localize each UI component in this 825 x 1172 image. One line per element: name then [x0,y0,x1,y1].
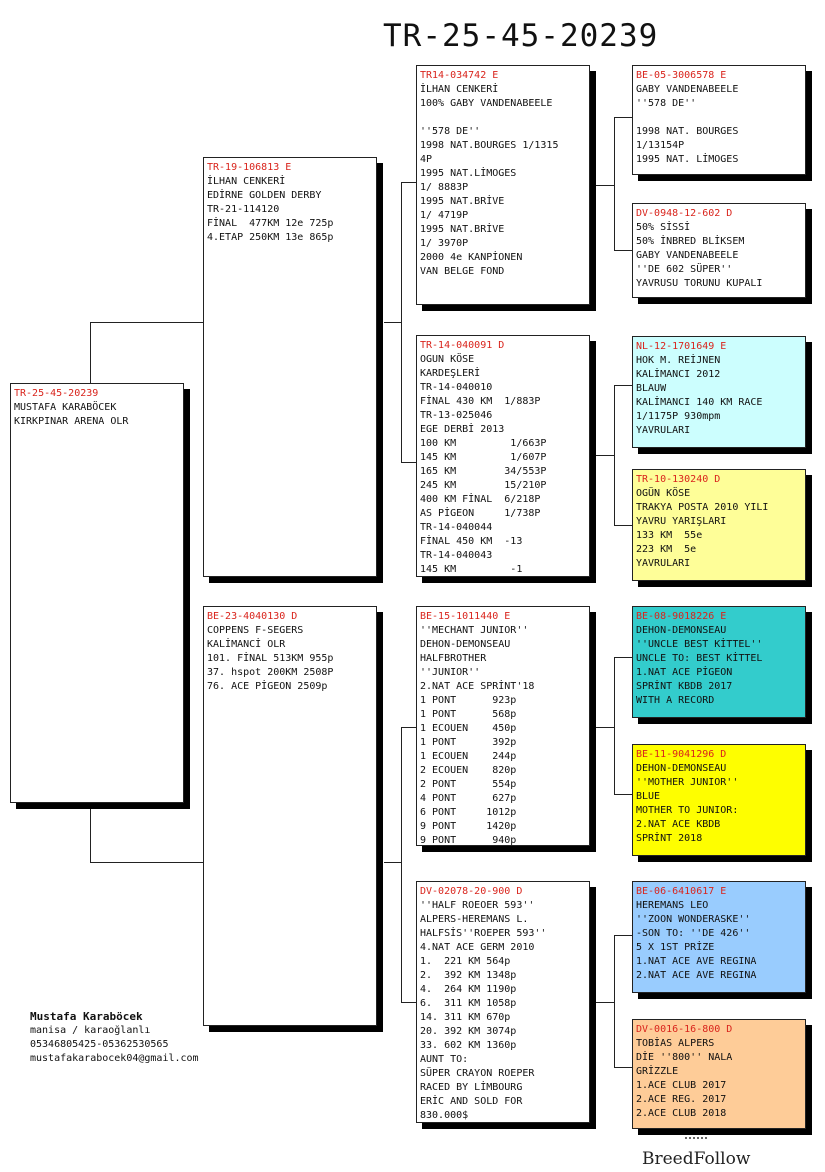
pigeon-card-ddd [632,1019,806,1129]
pigeon-info-line: EGE DERBİ 2013 [420,424,505,435]
connector-line [596,455,614,456]
ring-number: TR-10-130240 D [636,474,721,485]
pigeon-info-line: 2 ECOUEN 820p [420,765,517,776]
pigeon-info-line: TR-14-040043 [420,550,493,561]
pigeon-info-line: DEHON-DEMONSEAU [420,639,511,650]
pigeon-info-line: HOK M. REİJNEN [636,355,721,366]
pigeon-info-line: 1 PONT 923p [420,695,517,706]
connector-line [614,385,632,386]
pigeon-info-line: 9 PONT 1420p [420,821,517,832]
pigeon-info-line: KIRKPINAR ARENA OLR [14,416,129,427]
pigeon-info-line: ''UNCLE BEST KİTTEL'' [636,639,763,650]
connector-line [614,1067,632,1068]
pigeon-info-line: 2.NAT ACE AVE REGINA [636,970,757,981]
pigeon-info-line: ERİC AND SOLD FOR [420,1096,523,1107]
pigeon-info-line: 1 ECOUEN 244p [420,751,517,762]
connector-line [614,385,615,525]
pigeon-info-line: ''MOTHER JUNIOR'' [636,777,739,788]
owner-name: Mustafa Karaböcek [30,1010,143,1023]
pigeon-info-line: 6. 311 KM 1058p [420,998,517,1009]
pigeon-info-line: 1/ 8883P [420,182,469,193]
ring-number: DV-0016-16-800 D [636,1024,733,1035]
pigeon-card-dds [632,881,806,993]
pigeon-info-line: ''ZOON WONDERASKE'' [636,914,751,925]
pigeon-info-line: TOBİAS ALPERS [636,1038,715,1049]
pigeon-info-line: YAVRULARI [636,425,691,436]
pigeon-info-line: OGÜN KÖSE [636,488,691,499]
pigeon-info-line: 37. hspot 200KM 2508P [207,667,334,678]
pigeon-info-line: ''578 DE'' [420,126,481,137]
pigeon-info-line: EDİRNE GOLDEN DERBY [207,190,322,201]
pigeon-info-line: 1/1175P 930mpm [636,411,721,422]
pigeon-info-line: TR-13-025046 [420,410,493,421]
pigeon-info-line: GABY VANDENABEELE [636,84,739,95]
connector-line [614,935,615,1067]
pigeon-info-line: YAVRU YARIŞLARI [636,516,727,527]
pigeon-info-line: 4. 264 KM 1190p [420,984,517,995]
connector-line [614,117,632,118]
pigeon-info-line: YAVRULARI [636,558,691,569]
pigeon-info-line: HALFSİS''ROEPER 593'' [420,928,547,939]
pigeon-info-line: DİE ''800'' NALA [636,1052,733,1063]
pigeon-card-subject [10,383,184,803]
pigeon-info-line: TRAKYA POSTA 2010 YILI [636,502,769,513]
pigeon-info-line: 2.ACE REG. 2017 [636,1094,727,1105]
pigeon-info-line: BLUE [636,791,661,802]
connector-line [90,808,91,863]
pigeon-info-line: MUSTAFA KARABÖCEK [14,402,117,413]
pigeon-card-sire-dam [416,335,590,577]
pigeon-card-dsd [632,744,806,856]
pigeon-info-line: 101. FİNAL 513KM 955p [207,653,334,664]
pigeon-card-sds [632,336,806,448]
pigeon-info-line: HALFBROTHER [420,653,487,664]
connector-line [401,182,416,183]
pigeon-info-line: WITH A RECORD [636,695,715,706]
pigeon-info-line: -SON TO: ''DE 426'' [636,928,751,939]
ring-number: BE-11-9041296 D [636,749,727,760]
pigeon-info-line [420,111,586,125]
connector-line [401,462,416,463]
pigeon-info-line [636,111,802,125]
pigeon-info-line: AS PİGEON 1/738P [420,508,541,519]
connector-line [401,182,402,462]
pigeon-info-line: SPRİNT 2018 [636,833,703,844]
ring-number: TR-25-45-20239 [14,388,99,399]
pigeon-info-line: 4.NAT ACE GERM 2010 [420,942,535,953]
pigeon-info-line: 20. 392 KM 3074p [420,1026,517,1037]
ring-number: BE-05-3006578 E [636,70,727,81]
pigeon-info-line: 1/ 3970P [420,238,469,249]
pigeon-card-sire [203,157,377,577]
pigeon-info-line: 1/13154P [636,140,685,151]
ring-number: BE-06-6410617 E [636,886,727,897]
owner-location: manisa / karaoğlanlı [30,1025,151,1036]
pigeon-info-line: 6 PONT 1012p [420,807,517,818]
connector-line [614,657,632,658]
owner-info [30,1010,199,1066]
pigeon-info-line: 4.ETAP 250KM 13e 865p [207,232,334,243]
pigeon-info-line: FİNAL 477KM 12e 725p [207,218,334,229]
pigeon-info-line: 1995 NAT.BRİVE [420,224,505,235]
pigeon-info-line: FİNAL 430 KM 1/883P [420,396,541,407]
pigeon-info-line: 9 PONT 940p [420,835,517,846]
pigeon-info-line: 76. ACE PİGEON 2509p [207,681,328,692]
pigeon-info-line: DEHON-DEMONSEAU [636,625,727,636]
pigeon-info-line: 1995 NAT. LİMOGES [636,154,739,165]
pigeon-info-line: 830.000$ [420,1110,469,1121]
pigeon-info-line: TR-14-040044 [420,522,493,533]
pigeon-info-line: 2.ACE CLUB 2018 [636,1108,727,1119]
pigeon-info-line: 145 KM 1/607P [420,452,547,463]
pigeon-info-line: 1995 NAT.LİMOGES [420,168,517,179]
pigeon-info-line: 400 KM FİNAL 6/218P [420,494,541,505]
ring-number: DV-0948-12-602 D [636,208,733,219]
owner-phone: 05346805425-05362530565 [30,1039,169,1050]
pigeon-info-line: SPRİNT KBDB 2017 [636,681,733,692]
pigeon-info-line: KALİMANCI 2012 [636,369,721,380]
connector-line [614,117,615,250]
pigeon-info-line: SÜPER CRAYON ROEPER [420,1068,535,1079]
pigeon-info-line: GABY VANDENABEELE [636,250,739,261]
connector-line [401,1002,416,1003]
pigeon-info-line: 1.NAT ACE AVE REGINA [636,956,757,967]
pigeon-info-line: ''JUNIOR'' [420,667,481,678]
ring-number: DV-02078-20-900 D [420,886,523,897]
connector-line [596,727,614,728]
pigeon-info-line: İLHAN CENKERİ [207,176,286,187]
pigeon-info-line: RACED BY LİMBOURG [420,1082,523,1093]
connector-line [90,322,204,323]
pedigree-title: TR-25-45-20239 [383,18,659,54]
pigeon-info-line: 165 KM 34/553P [420,466,547,477]
pigeon-info-line: 1.NAT ACE PİGEON [636,667,733,678]
pigeon-info-line: 2.NAT ACE KBDB [636,819,721,830]
pigeon-info-line: 1 PONT 568p [420,709,517,720]
pigeon-info-line: 100% GABY VANDENABEELE [420,98,553,109]
ring-number: BE-15-1011440 E [420,611,511,622]
pigeon-card-sss [632,65,806,175]
pigeon-card-dam-sire [416,606,590,846]
pigeon-info-line: YAVRUSU TORUNU KUPALI [636,278,763,289]
pigeon-info-line: ALPERS-HEREMANS L. [420,914,529,925]
pigeon-info-line: 33. 602 KM 1360p [420,1040,517,1051]
pigeon-info-line: 1/ 4719P [420,210,469,221]
pigeon-info-line: 14. 311 KM 670p [420,1012,511,1023]
pigeon-info-line: DEHON-DEMONSEAU [636,763,727,774]
pigeon-info-line: 1 ECOUEN 450p [420,723,517,734]
connector-line [614,657,615,794]
pigeon-info-line: 1995 NAT.BRİVE [420,196,505,207]
ring-number: NL-12-1701649 E [636,341,727,352]
pigeon-info-line: ''MECHANT JUNIOR'' [420,625,529,636]
pigeon-info-line: 4 PONT 627p [420,793,517,804]
pigeon-info-line: 2000 4e KANPİONEN [420,252,523,263]
pigeon-info-line: 223 KM 5e [636,544,697,555]
pigeon-info-line: 1998 NAT. BOURGES [636,126,739,137]
pigeon-info-line: FİNAL 450 KM -13 [420,536,523,547]
pigeon-info-line: KALİMANCİ OLR [207,639,286,650]
pigeon-card-dam [203,606,377,1026]
connector-line [90,322,91,385]
pigeon-info-line: İLHAN CENKERİ [420,84,499,95]
ring-number: TR-19-106813 E [207,162,292,173]
pigeon-card-sire-sire [416,65,590,305]
ring-number: TR-14-040091 D [420,340,505,351]
connector-line [90,862,204,863]
pigeon-card-dam-dam [416,881,590,1123]
pigeon-card-ssd [632,203,806,298]
connector-line [401,727,402,1002]
pigeon-info-line: KARDEŞLERİ [420,368,481,379]
pigeon-info-line: MOTHER TO JUNIOR: [636,805,739,816]
brand-logo-mark [685,1137,707,1149]
pigeon-info-line: 50% SİSSİ [636,222,691,233]
pigeon-info-line: COPPENS F-SEGERS [207,625,304,636]
ring-number: BE-08-9018226 E [636,611,727,622]
pigeon-info-line: 1.ACE CLUB 2017 [636,1080,727,1091]
pigeon-info-line: 1. 221 KM 564p [420,956,511,967]
pigeon-info-line: VAN BELGE FOND [420,266,505,277]
pigeon-info-line: 1 PONT 392p [420,737,517,748]
pigeon-info-line: 100 KM 1/663P [420,438,547,449]
pigeon-info-line: ''DE 602 SÜPER'' [636,264,733,275]
connector-line [401,727,416,728]
pigeon-info-line: BLAUW [636,383,667,394]
pigeon-info-line: 245 KM 15/210P [420,480,547,491]
connector-line [614,935,632,936]
connector-line [614,250,632,251]
pigeon-info-line: KALİMANCI 140 KM RACE [636,397,763,408]
pigeon-card-sdd [632,469,806,581]
ring-number: TR14-034742 E [420,70,499,81]
pigeon-info-line: TR-21-114120 [207,204,280,215]
pigeon-info-line: ''HALF ROEOER 593'' [420,900,535,911]
pigeon-info-line: 2.NAT ACE SPRİNT'18 [420,681,535,692]
connector-line [384,862,401,863]
connector-line [596,185,614,186]
connector-line [384,322,401,323]
pigeon-info-line: ''578 DE'' [636,98,697,109]
pigeon-info-line: 5 X 1ST PRİZE [636,942,715,953]
connector-line [596,1002,614,1003]
pigeon-info-line: 50% İNBRED BLİKSEM [636,236,745,247]
pigeon-info-line: AUNT TO: [420,1054,469,1065]
connector-line [614,794,632,795]
pigeon-info-line: 4P [420,154,433,165]
pigeon-info-line: TR-14-040010 [420,382,493,393]
connector-line [614,525,632,526]
brand-logo: BreedFollow [642,1149,751,1169]
owner-email: mustafakarabocek04@gmail.com [30,1053,199,1064]
pigeon-info-line: UNCLE TO: BEST KİTTEL [636,653,763,664]
pigeon-info-line: 2 PONT 554p [420,779,517,790]
pigeon-card-dss [632,606,806,718]
ring-number: BE-23-4040130 D [207,611,298,622]
pigeon-info-line: OGUN KÖSE [420,354,475,365]
pigeon-info-line: 1998 NAT.BOURGES 1/1315 [420,140,559,151]
pigeon-info-line: 145 KM -1 [420,564,523,575]
pigeon-info-line: HEREMANS LEO [636,900,709,911]
pigeon-info-line: 2. 392 KM 1348p [420,970,517,981]
pigeon-info-line: 133 KM 55e [636,530,703,541]
pigeon-info-line: GRİZZLE [636,1066,679,1077]
